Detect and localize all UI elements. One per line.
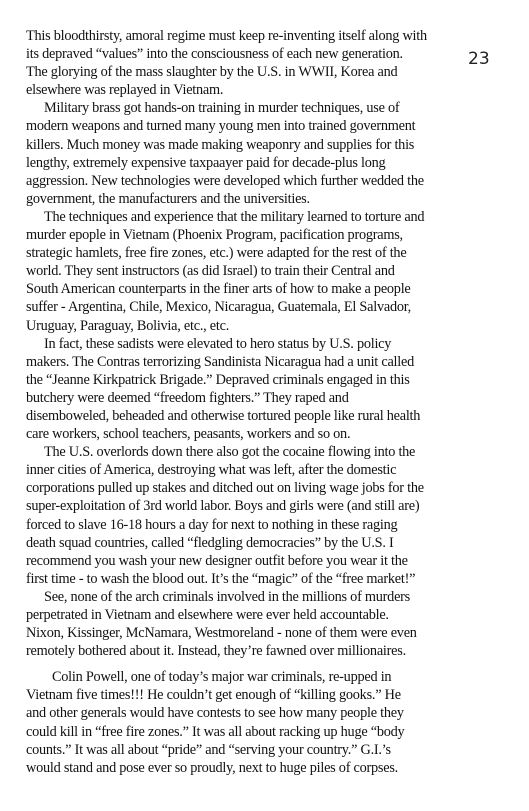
text-line: disemboweled, beheaded and otherwise tortured people like rural health xyxy=(26,407,421,424)
text-line: Vietnam five times!!! He couldn’t get enough of “killing gooks.” He xyxy=(26,687,401,704)
text-line: The techniques and experience that the military learned to torture and xyxy=(44,208,425,225)
text-line: inner cities of America, destroying what was left, after the domestic xyxy=(26,462,397,479)
text-line: butchery were deemed “freedom fighters.” They raped and xyxy=(26,389,349,406)
text-line: This bloodthirsty, amoral regime must keep re-inventing itself along with xyxy=(26,28,427,44)
text-line: aggression. New technologies were developed which further wedded the xyxy=(26,172,424,189)
text-line: the “Jeanne Kirkpatrick Brigade.” Depraved criminals engaged in this xyxy=(26,371,410,388)
text-line: The glorying of the mass slaughter by the U.S. in WWII, Korea and xyxy=(26,64,398,81)
text-line: death squad countries, called “fledgling democracies” by the U.S. I xyxy=(26,534,394,551)
text-line: remotely bothered about it. Instead, they’re fawned over millionaires. xyxy=(26,643,406,660)
text-line: makers. The Contras terrorizing Sandinista Nicaragua had a unit called xyxy=(26,353,414,370)
text-line: South American counterparts in the finer arts of how to make a people xyxy=(26,281,411,298)
text-line: See, none of the arch criminals involved in the millions of murders xyxy=(44,588,410,605)
text-line: super-exploitation of 3rd world labor. Boys and girls were (and still are) xyxy=(26,498,420,515)
text-line: recommend you wash your new designer outfit before you wear it the xyxy=(26,552,408,569)
text-line: its depraved “values” into the consciousness of each new generation. xyxy=(26,46,403,63)
page-number: 23 xyxy=(468,49,490,69)
text-line: first time - to wash the blood out. It’s the “magic” of the “free market!” xyxy=(26,570,416,587)
text-line: forced to slave 16-18 hours a day for next to nothing in these raging xyxy=(26,516,398,533)
text-line: care workers, school teachers, peasants, workers and so on. xyxy=(26,426,351,443)
paragraph-gap xyxy=(26,660,520,668)
text-line: could kill in “free fire zones.” It was all about racking up huge “body xyxy=(26,723,405,740)
text-line: murder epople in Vietnam (Phoenix Program, pacification programs, xyxy=(26,227,403,244)
text-line: and other generals would have contests to see how many people they xyxy=(26,705,404,722)
text-line: Military brass got hands-on training in murder techniques, use of xyxy=(44,100,400,117)
body-text xyxy=(26,27,520,777)
text-line: suffer - Argentina, Chile, Mexico, Nicaragua, Guatemala, El Salvador, xyxy=(26,299,412,316)
text-line: Nixon, Kissinger, McNamara, Westmoreland - none of them were even xyxy=(26,625,417,642)
text-line: The U.S. overlords down there also got the cocaine flowing into the xyxy=(44,444,416,461)
text-line: Uruguay, Paraguay, Bolivia, etc., etc. xyxy=(26,317,230,334)
text-line: would stand and pose ever so proudly, next to huge piles of corpses. xyxy=(26,759,398,776)
text-line: elsewhere was replayed in Vietnam. xyxy=(26,82,224,99)
text-line: In fact, these sadists were elevated to hero status by U.S. policy xyxy=(44,335,392,352)
text-line: world. They sent instructors (as did Israel) to train their Central and xyxy=(26,263,395,280)
text-line: killers. Much money was made making weaponry and supplies for this xyxy=(26,136,415,153)
text-line: modern weapons and turned many young men into trained government xyxy=(26,118,416,135)
text-line: counts.” It was all about “pride” and “serving your country.” G.I.’s xyxy=(26,741,391,758)
text-line: perpetrated in Vietnam and elsewhere were ever held accountable. xyxy=(26,607,389,623)
text-line: corporations pulled up stakes and ditched out on living wage jobs for the xyxy=(26,480,424,497)
text-line: Colin Powell, one of today’s major war criminals, re-upped in xyxy=(52,669,392,686)
text-line: lengthy, extremely expensive taxpaayer paid for decade-plus long xyxy=(26,154,386,171)
text-line: government, the manufacturers and the universities. xyxy=(26,190,310,207)
text-line: strategic hamlets, free fire zones, etc.) were adapted for the rest of the xyxy=(26,245,407,262)
